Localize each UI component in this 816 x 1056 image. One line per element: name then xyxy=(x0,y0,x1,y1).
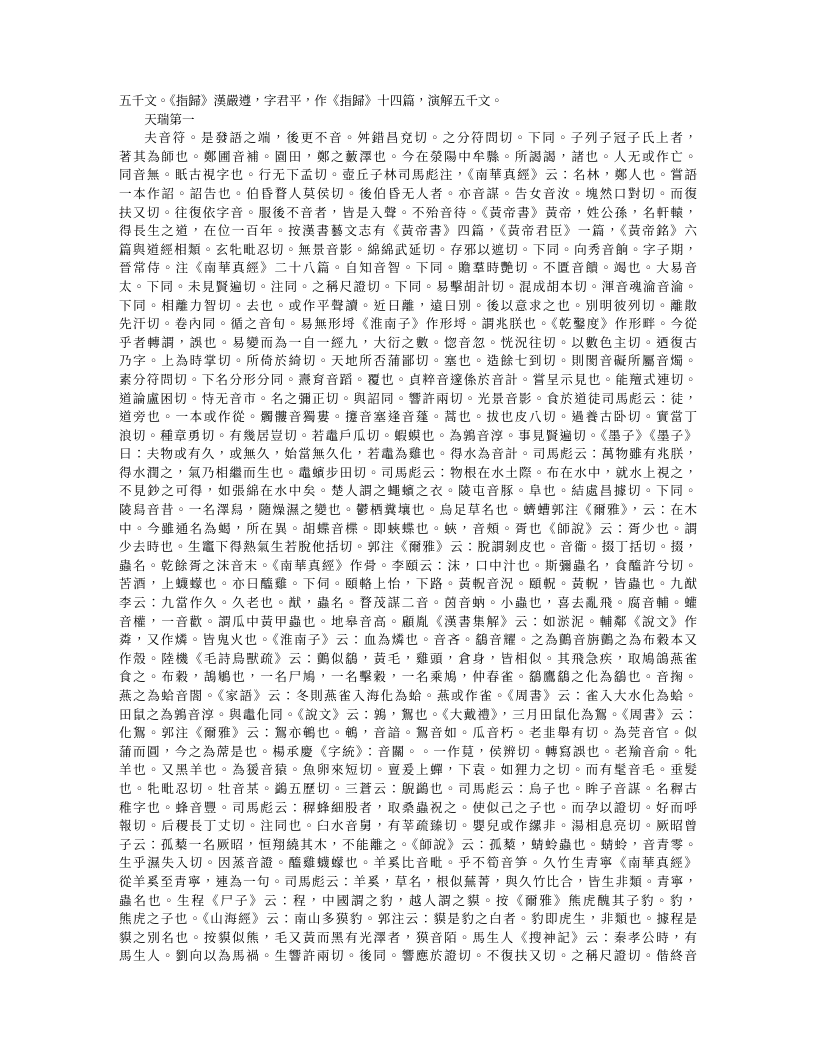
text-line: 陵舄音昔。一名澤舄，隨燥濕之變也。鬱栖糞壤也。烏足草名也。蠐螬郭注《爾雅》，云：在木 xyxy=(119,503,697,518)
text-line: 報切。后稷長丁丈切。注同也。臼水音舅，有莘疏臻切。嬰兒或作縲非。湯相息亮切。厥昭曾 xyxy=(119,819,697,834)
text-line: 音權，一音歡。謂瓜中黃甲蟲也。地皋音高。顧胤《漢書集解》云：如淤泥。輔鄰《說文》作 xyxy=(119,614,697,629)
text-line: 夫音符。是發語之端，後更不音。舛錯昌兗切。之分符問切。下同。子列子冠子氏上者， xyxy=(144,131,697,146)
text-line: 五千文。《指歸》漢嚴遵，字君平，作《指歸》十四篇，演解五千文。 xyxy=(119,94,504,108)
text-line: 不見鈔之可得，如張綿在水中矣。楚人謂之蠅蠙之衣。陵屯音豚。阜也。結處昌據切。下同。 xyxy=(119,484,697,499)
text-line: 蒲而圓，今之為蓆是也。楊承慶《字統》：音關。。一作莧，侯辨切。轉寫誤也。老羭音俞。牝 xyxy=(119,744,697,759)
text-line: 少去時也。生竈下得熱氣生若脫他括切。郭注《爾雅》云：脫謂剝皮也。音衞。掇丁括切。掇， xyxy=(119,540,697,555)
text-line: 先汗切。卷內同。循之音旬。易無形埒《淮南子》作形埒。謂兆朕也。《乾鑿度》作形畔。今從 xyxy=(119,317,697,332)
text-line: 熊虎之子也。《山海經》云：南山多獏豹。郭注云：貘是豹之白者。豹即虎生，非類也。據程是 xyxy=(119,912,697,927)
text-line: 羊也。又黑羊也。為猨音猿。魚卵來短切。亶爰上蟬，下袁。如狸力之切。而有髦音毛。垂髮 xyxy=(119,763,697,778)
text-line: 篇與道經相類。玄牝毗忍切。無景音影。綿綿武延切。存邪以遮切。下同。向秀音餉。字子期， xyxy=(119,242,697,257)
text-line: 稚字也。蜂音豐。司馬彪云：稺蜂細股者，取桑蟲祝之。使似己之子也。而孕以證切。好而呼 xyxy=(119,800,697,815)
text-line: 化鴽。郭注《爾雅》云：鴽亦鵪也。鵪，音諳。鴽音如。瓜音朽。老韭舉有切。為莞音官。似 xyxy=(119,726,697,741)
text-line: 素分符問切。下名分形分同。燾育音蹈。覆也。貞粹音邃係於音計。嘗呈示見也。能羶式連切。 xyxy=(119,372,697,387)
text-line: 子云：孤蔾一名厥昭，恒翔繞其木，不能離之。《師說》云：孤蔾，蜻蛉蟲也。蜻蛉，音青零。 xyxy=(119,837,697,852)
text-line: 燕之為蛤音閤。《家語》云：冬則燕雀入海化為蛤。燕或作雀。《周書》云：雀入大水化為蛤。 xyxy=(119,689,697,703)
text-line: 馬生人。劉向以為馬禍。生響許兩切。後同。響應於證切。不復扶又切。之稱尺證切。偕終音 xyxy=(119,949,697,964)
text-line: 田鼠之為鶉音淳。與鼃化同。《說文》云：鶉，鴽也。《大戴禮》，三月田鼠化為鴽。《周書》云： xyxy=(119,707,697,722)
text-line: 下同。相離力智切。去也。或作平聲讀。近曰離，遠曰別。後以意求之也。別明彼列切。離散 xyxy=(119,298,697,313)
text-line: 也。牝毗忍切。牡音某。鷁五歷切。三蒼云：鶃鷁也。司馬彪云：烏子也。眸子音謀。名稺古 xyxy=(119,781,697,796)
text-line: 一本作詔。詔告也。伯昏瞀人莫侯切。後伯昏无人者。亦音謀。告女音汝。塊然口對切。而復 xyxy=(119,186,697,201)
text-line: 道論盧困切。恃无音市。名之彌正切。與詔同。響許兩切。光景音影。食於道徒司馬彪云：徒， xyxy=(119,391,697,406)
text-line: 浪切。種章勇切。有幾居豈切。若鼃戶瓜切。蝦蟆也。為鶉音淳。事見賢遍切。《墨子》《墨子》 xyxy=(119,428,697,443)
text-block xyxy=(119,92,697,966)
text-line: 得長生之道，在位一百年。按漢書藝文志有《黃帝書》四篇，《黃帝君臣》一篇，《黃帝銘》六 xyxy=(119,224,697,239)
text-line: 著其為師也。鄭圃音補。園田，鄭之藪澤也。今在滎陽中牟縣。所謁謁，諸也。人无或作亡。 xyxy=(119,149,697,164)
text-line: 乎者轉謂，誤也。易變而為一自一經九，大衍之數。惚音忽。恍況往切。以數色主切。迺復古 xyxy=(119,335,697,350)
text-line: 曰：夫物或有久，或無久，始當無久化，若鼃為雞也。得水為音計。司馬彪云：萬物雖有兆朕， xyxy=(119,447,697,462)
text-line: 中。今雖通名為蝎，所在異。胡蝶音楪。即蛺蝶也。蛺，音頰。胥也《師說》云：胥少也。謂 xyxy=(119,521,697,536)
text-line: 晉常侍。注《南華真經》二十八篇。自知音智。下同。贍羣時艷切。不匱音饋。竭也。大易音 xyxy=(119,261,697,276)
text-line: 苦酒，上蠛蠓也。亦曰醯雞。下伺。頤輅上怡，下路。黃軦音況。頤軦。黃軦，皆蟲也。九猷 xyxy=(119,577,697,592)
text-line: 生乎濕失入切。因蒸音證。醯雞蠛蠓也。羊奚比音毗。乎不筍音笋。久竹生青寧《南華真經》 xyxy=(119,856,697,871)
text-line: 食之。布穀，鴶鵴也，一名尸鳩，一名擊穀，一名乘鳩，仲春雀。鷂鷹鷂之化為鷂也。音掬。 xyxy=(119,670,697,685)
text-line: 蟲名。乾餘胥之沫音末。《南華真經》作骨。李頤云：沫，口中汁也。斯彌蟲名，食醯許兮切。 xyxy=(119,558,697,573)
text-line: 天瑞第一 xyxy=(144,112,195,127)
text-line: 得水潤之，氣乃相繼而生也。鼃蠙步田切。司馬彪云：物根在水土際。布在水中，就水上視之， xyxy=(119,465,697,480)
text-line: 乃字。上為時掌切。所倚於綺切。天地所否蒲鄙切。塞也。造餘七到切。則閡音礙所屬音燭。 xyxy=(119,354,697,369)
text-line: 從羊奚至青寧，連為一句。司馬彪云：羊奚，草名，根似蕪菁，與久竹比合，皆生非類。青寧， xyxy=(119,874,697,889)
text-line: 李云：九當作久。久老也。猷，蟲名。瞀茂謀二音。茵音蚋。小蟲也，喜去亂飛。腐音輔。蠸 xyxy=(119,596,697,611)
text-line: 粦，又作燐。皆鬼火也。《淮南子》云：血為燐也。音吝。鷂音耀。之為鸇音旃鸇之為布穀本又 xyxy=(119,633,697,648)
text-line: 太。下同。未見賢遍切。注同。之稱尺證切。下同。易擊胡計切。混成胡本切。渾音魂淪音淪。 xyxy=(119,279,697,294)
text-line: 作殼。陸機《毛詩鳥獸疏》云：鸇似鷂，黃毛，雞頭，倉身，皆相似。其飛急疾，取鳩鴿燕雀 xyxy=(119,651,697,666)
text-line: 扶又切。往復依字音。服後不音者，皆是入聲。不殆音待。《黃帝書》黃帝，姓公孫，名軒轅， xyxy=(119,205,697,220)
text-line: 同音無。眂古視字也。行无下孟切。壺丘子林司馬彪注，《南華真經》云：名林，鄭人也。嘗語 xyxy=(119,168,697,183)
text-line: 蟲名也。生程《尸子》云：程，中國謂之豹，越人謂之貘。按《爾雅》熊虎醜其子豹。豹， xyxy=(119,893,697,908)
text-line: 道旁也。一本或作從。髑髏音獨婁。攓音塞逢音蓬。蒿也。拔也皮八切。過養古卧切。實當丁 xyxy=(119,410,697,425)
text-line: 貘之別名也。按貘似熊，毛又黃而黑有光澤者，獏音陌。馬生人《搜神記》云：秦孝公時，有 xyxy=(119,930,697,945)
